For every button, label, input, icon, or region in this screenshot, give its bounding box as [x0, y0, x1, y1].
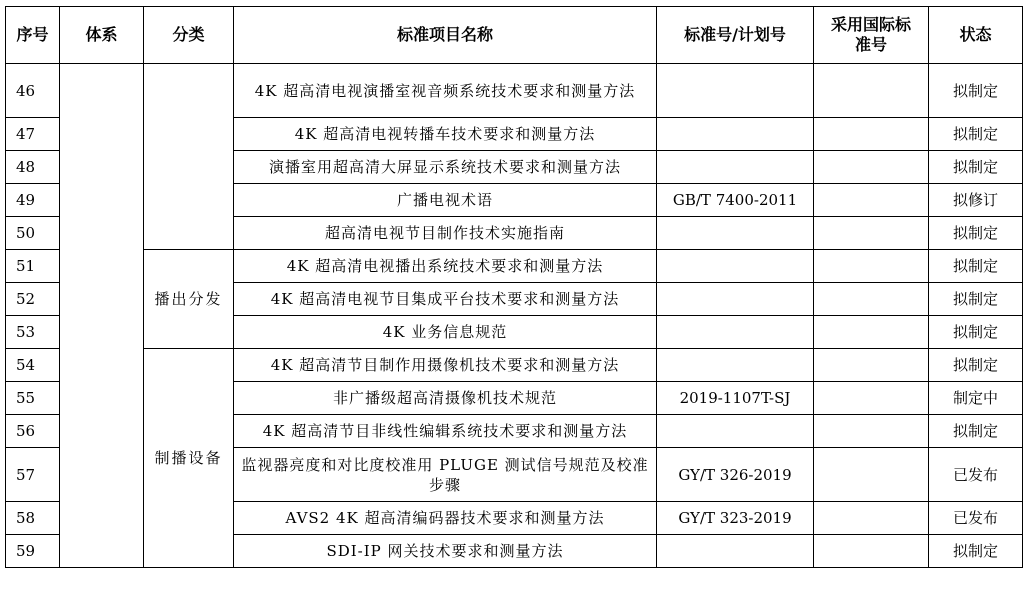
- row-name: 演播室用超高清大屏显示系统技术要求和测量方法: [234, 151, 657, 184]
- standards-table: [5, 6, 1023, 568]
- row-code: [657, 316, 814, 349]
- row-status: 已发布: [929, 502, 1023, 535]
- row-code: [657, 118, 814, 151]
- row-seq: 53: [6, 316, 60, 349]
- row-intl: [814, 349, 929, 382]
- row-status: 拟制定: [929, 349, 1023, 382]
- row-status: 拟制定: [929, 415, 1023, 448]
- row-intl: [814, 217, 929, 250]
- row-name: 4K 超高清电视节目集成平台技术要求和测量方法: [234, 283, 657, 316]
- row-intl: [814, 535, 929, 568]
- system-cell: [60, 64, 144, 568]
- row-status: 已发布: [929, 448, 1023, 502]
- row-status: 拟制定: [929, 250, 1023, 283]
- header-name: 标准项目名称: [234, 7, 657, 64]
- row-code: GY/T 323-2019: [657, 502, 814, 535]
- row-intl: [814, 502, 929, 535]
- header-system: 体系: [60, 7, 144, 64]
- row-seq: 55: [6, 382, 60, 415]
- row-name: 4K 超高清节目非线性编辑系统技术要求和测量方法: [234, 415, 657, 448]
- row-name: 4K 超高清电视播出系统技术要求和测量方法: [234, 250, 657, 283]
- row-seq: 59: [6, 535, 60, 568]
- row-intl: [814, 283, 929, 316]
- row-name: 监视器亮度和对比度校准用 PLUGE 测试信号规范及校准步骤: [234, 448, 657, 502]
- row-name: 4K 业务信息规范: [234, 316, 657, 349]
- category-equipment: 制播设备: [144, 349, 234, 568]
- table-row: [6, 250, 1023, 283]
- row-code: [657, 283, 814, 316]
- row-seq: 57: [6, 448, 60, 502]
- row-name: SDI-IP 网关技术要求和测量方法: [234, 535, 657, 568]
- row-seq: 49: [6, 184, 60, 217]
- row-code: 2019-1107T-SJ: [657, 382, 814, 415]
- header-intl-line2: 准号: [854, 35, 887, 54]
- header-category: 分类: [144, 7, 234, 64]
- row-intl: [814, 316, 929, 349]
- row-seq: 54: [6, 349, 60, 382]
- category-cell-blank: [144, 64, 234, 250]
- row-status: 拟制定: [929, 283, 1023, 316]
- row-seq: 58: [6, 502, 60, 535]
- row-intl: [814, 184, 929, 217]
- row-status: 拟修订: [929, 184, 1023, 217]
- row-name: 超高清电视节目制作技术实施指南: [234, 217, 657, 250]
- row-name: 非广播级超高清摄像机技术规范: [234, 382, 657, 415]
- row-code: GB/T 7400-2011: [657, 184, 814, 217]
- row-status: 拟制定: [929, 316, 1023, 349]
- header-intl-line1: 采用国际标: [830, 15, 911, 34]
- row-code: [657, 415, 814, 448]
- table-row: [6, 64, 1023, 118]
- row-intl: [814, 64, 929, 118]
- row-code: [657, 151, 814, 184]
- row-intl: [814, 250, 929, 283]
- row-status: 拟制定: [929, 64, 1023, 118]
- header-seq: 序号: [6, 7, 60, 64]
- row-seq: 50: [6, 217, 60, 250]
- row-name: AVS2 4K 超高清编码器技术要求和测量方法: [234, 502, 657, 535]
- row-seq: 46: [6, 64, 60, 118]
- row-intl: [814, 151, 929, 184]
- row-seq: 56: [6, 415, 60, 448]
- header-code: 标准号/计划号: [657, 7, 814, 64]
- row-name: 广播电视术语: [234, 184, 657, 217]
- row-seq: 47: [6, 118, 60, 151]
- row-status: 拟制定: [929, 535, 1023, 568]
- header-intl: [814, 7, 929, 64]
- row-code: [657, 64, 814, 118]
- row-intl: [814, 382, 929, 415]
- row-code: GY/T 326-2019: [657, 448, 814, 502]
- row-name: 4K 超高清电视转播车技术要求和测量方法: [234, 118, 657, 151]
- row-intl: [814, 118, 929, 151]
- row-seq: 48: [6, 151, 60, 184]
- row-code: [657, 535, 814, 568]
- row-intl: [814, 415, 929, 448]
- row-intl: [814, 448, 929, 502]
- category-broadcast: 播出分发: [144, 250, 234, 349]
- row-status: 拟制定: [929, 118, 1023, 151]
- row-seq: 51: [6, 250, 60, 283]
- row-seq: 52: [6, 283, 60, 316]
- row-status: 制定中: [929, 382, 1023, 415]
- row-code: [657, 217, 814, 250]
- row-code: [657, 349, 814, 382]
- row-status: 拟制定: [929, 151, 1023, 184]
- row-status: 拟制定: [929, 217, 1023, 250]
- row-name: 4K 超高清节目制作用摄像机技术要求和测量方法: [234, 349, 657, 382]
- row-code: [657, 250, 814, 283]
- row-name: 4K 超高清电视演播室视音频系统技术要求和测量方法: [234, 64, 657, 118]
- table-row: [6, 349, 1023, 382]
- header-row: [6, 7, 1023, 64]
- header-status: 状态: [929, 7, 1023, 64]
